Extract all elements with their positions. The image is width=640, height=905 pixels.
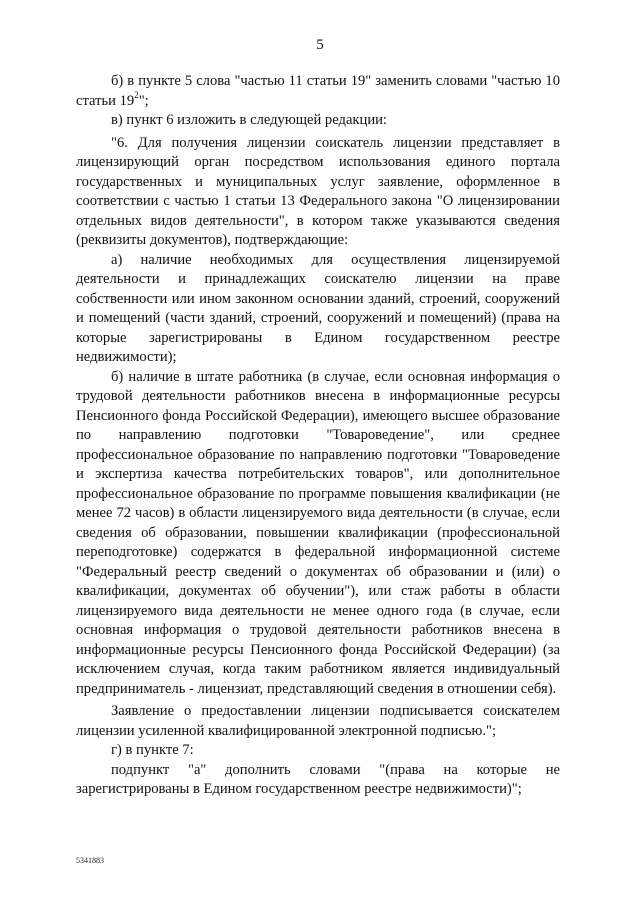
document-body bbox=[76, 72, 560, 800]
paragraph-amendment-b-end: "; bbox=[138, 92, 149, 109]
paragraph-signature-clause: Заявление о предоставлении лицензии подписывается соискателем лицензии усиленной квалифицированной электронной подписью."; bbox=[76, 703, 560, 739]
paragraph-subpoint-a: а) наличие необходимых для осуществления лицензируемой деятельности и принадлежащих соискателю лицензии на праве собственности или ином законном основании зданий, строений, сооружений и помещений (части зданий, строений, сооружений и помещений) (права на которые зарегистрированы в Едином государственном реестре недвижимости); bbox=[76, 251, 560, 365]
paragraph-amendment-b-text: б) в пункте 5 слова "частью 11 статьи 19" заменить словами "частью 10 статьи 19 bbox=[76, 73, 560, 109]
paragraph-point-6: "6. Для получения лицензии соискатель лицензии представляет в лицензирующий орган посредством использования единого портала государственных и муниципальных услуг заявление, оформленное в соответствии с частью 1 статьи 13 Федерального закона "О лицензировании отдельных видов деятельности", в котором также указываются сведения (реквизиты документов), подтверждающие: bbox=[76, 134, 560, 248]
paragraph-amendment-b bbox=[76, 72, 560, 111]
superscript-2: 2 bbox=[134, 89, 139, 100]
paragraph-amendment-g: г) в пункте 7: bbox=[111, 742, 194, 758]
paragraph-subpoint-b: б) наличие в штате работника (в случае, если основная информация о трудовой деятельности работников внесена в информационные ресурсы Пенсионного фонда Российской Федерации), имеющего высшее образование по направлению подготовки "Товароведение", или среднее профессиональное образование по направлению подготовки "Товароведение и экспертиза качества потребительских товаров", или дополнительное профессиональное образование по программе повышения квалификации (не менее 72 часов) в области лицензируемого вида деятельности (в случае, если сведения об образовании, повышении квалификации (профессиональной переподготовке) содержатся в федеральной информационной системе "Федеральный реестр сведений о документах об образовании и (или) о квалификации, документах об обучении"), или стаж работы в области лицензируемого вида деятельности не менее одного года (в случае, если основная информация о трудовой деятельности работников внесена в информационные ресурсы Пенсионного фонда Российской Федерации) (за исключением случая, когда таким работником является индивидуальный предприниматель - лицензиат, представляющий сведения в отношении себя). bbox=[76, 368, 560, 697]
paragraph-amendment-v: в) пункт 6 изложить в следующей редакции: bbox=[111, 112, 387, 128]
document-code: 5341883 bbox=[76, 856, 104, 865]
page-number: 5 bbox=[316, 37, 324, 53]
paragraph-subpoint-a-addition: подпункт "а" дополнить словами "(права на которые не зарегистрированы в Едином государственном реестре недвижимости)"; bbox=[76, 761, 560, 797]
